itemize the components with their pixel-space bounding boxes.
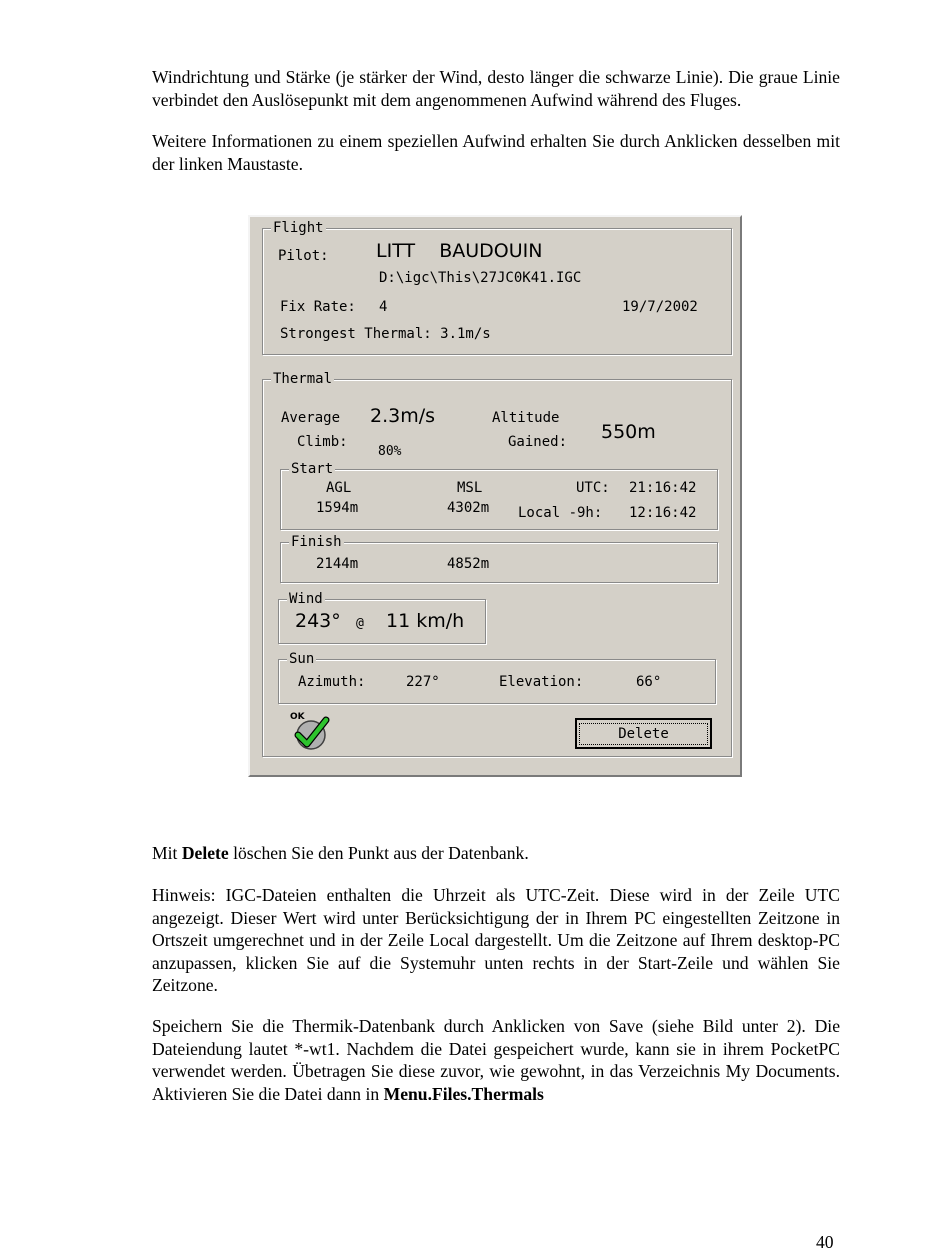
start-agl-label: AGL [326,480,352,496]
altitude-gained-value: 550m [601,421,656,443]
altitude-label: Altitude [492,410,560,426]
start-msl-value: 4302m [447,500,490,516]
thermal-legend: Thermal [273,371,333,387]
paragraph-thermal-info: Weitere Informationen zu einem speziellen Aufwind erhalten Sie durch Anklicken desselben mit der linken Maustaste. [152,131,840,174]
delete-button-label: Delete [579,723,708,745]
save-text: Speichern Sie die Thermik-Datenbank durch Anklicken von Save (siehe Bild unter 2). Die Dateiendung lautet *-wt1. Nachdem die Datei gespeichert wurde, kann sie in ihrem PocketPC verwendet werden. Übetragen Sie diese zuvor, wie gewohnt, in das Verzeichnis My Documents. Aktivieren Sie die Datei dann in [152,1016,840,1104]
wind-at-symbol: @ [356,616,364,631]
delete-text-after: löschen Sie den Punkt aus der Datenbank. [228,843,529,863]
elevation-value: 66° [636,674,662,690]
start-agl-value: 1594m [316,500,359,516]
climb-label: Climb: [297,434,348,450]
ok-label: OK [290,712,305,722]
pilot-label: Pilot: [278,248,329,264]
local-label: Local -9h: [518,505,603,521]
pilot-name: LITT BAUDOUIN [376,240,543,262]
paragraph-wind-description: Windrichtung und Stärke (je stärker der Wind, desto länger die schwarze Linie). Die graue Linie verbindet den Auslösepunkt mit dem angenommenen Aufwind während des Fluges. [152,67,840,110]
flight-legend: Flight [273,220,324,236]
finish-agl-value: 2144m [316,556,359,572]
fix-rate-value: 4 [379,299,388,315]
finish-group [280,534,718,583]
paragraph-timezone-note: Hinweis: IGC-Dateien enthalten die Uhrzeit als UTC-Zeit. Diese wird in der Zeile UTC angezeigt. Dieser Wert wird unter Berücksichtigung der in Ihrem PC eingestellten Zeitzone in Ortszeit umgerechnet und in der Zeile Local dargestellt. Um die Zeitzone auf Ihrem desktop-PC anzupassen, klicken Sie auf die Systemuhr unten rechts in der Start-Zeile und wählen Sie Zeitzone. [152,885,840,995]
strongest-thermal: Strongest Thermal: 3.1m/s [280,326,491,342]
finish-msl-value: 4852m [447,556,490,572]
wind-legend: Wind [289,591,323,607]
paragraph-delete [152,842,840,865]
start-group [280,461,718,530]
thermal-group [262,371,732,757]
delete-keyword: Delete [181,843,229,863]
average-label: Average [281,410,341,426]
wind-speed: 11 km/h [386,610,465,632]
climb-percent: 80% [378,444,402,459]
gained-label: Gained: [508,434,568,450]
sun-group [278,651,716,704]
fix-rate-label: Fix Rate: [280,299,356,315]
azimuth-label: Azimuth: [298,674,366,690]
flight-group [262,220,732,355]
page-number: 40 [816,1232,834,1252]
thermal-info-dialog [248,215,742,777]
start-legend: Start [291,461,334,477]
local-time: 12:16:42 [629,505,697,521]
finish-legend: Finish [291,534,342,550]
paragraph-save-database [152,1015,840,1105]
wind-direction: 243° [295,610,341,632]
azimuth-value: 227° [406,674,440,690]
utc-time: 21:16:42 [629,480,697,496]
ok-button[interactable] [290,710,332,752]
file-path: D:\igc\This\27JC0K41.IGC [379,270,582,286]
flight-date: 19/7/2002 [622,299,698,315]
start-msl-label: MSL [457,480,483,496]
elevation-label: Elevation: [499,674,584,690]
checkmark-icon [290,710,332,752]
wind-group [278,591,486,644]
menu-path: Menu.Files.Thermals [383,1083,544,1104]
sun-legend: Sun [289,651,315,667]
utc-label: UTC: [576,480,610,496]
delete-text-before: Mit [152,843,182,863]
delete-button[interactable] [575,718,712,749]
average-climb-value: 2.3m/s [370,405,436,427]
